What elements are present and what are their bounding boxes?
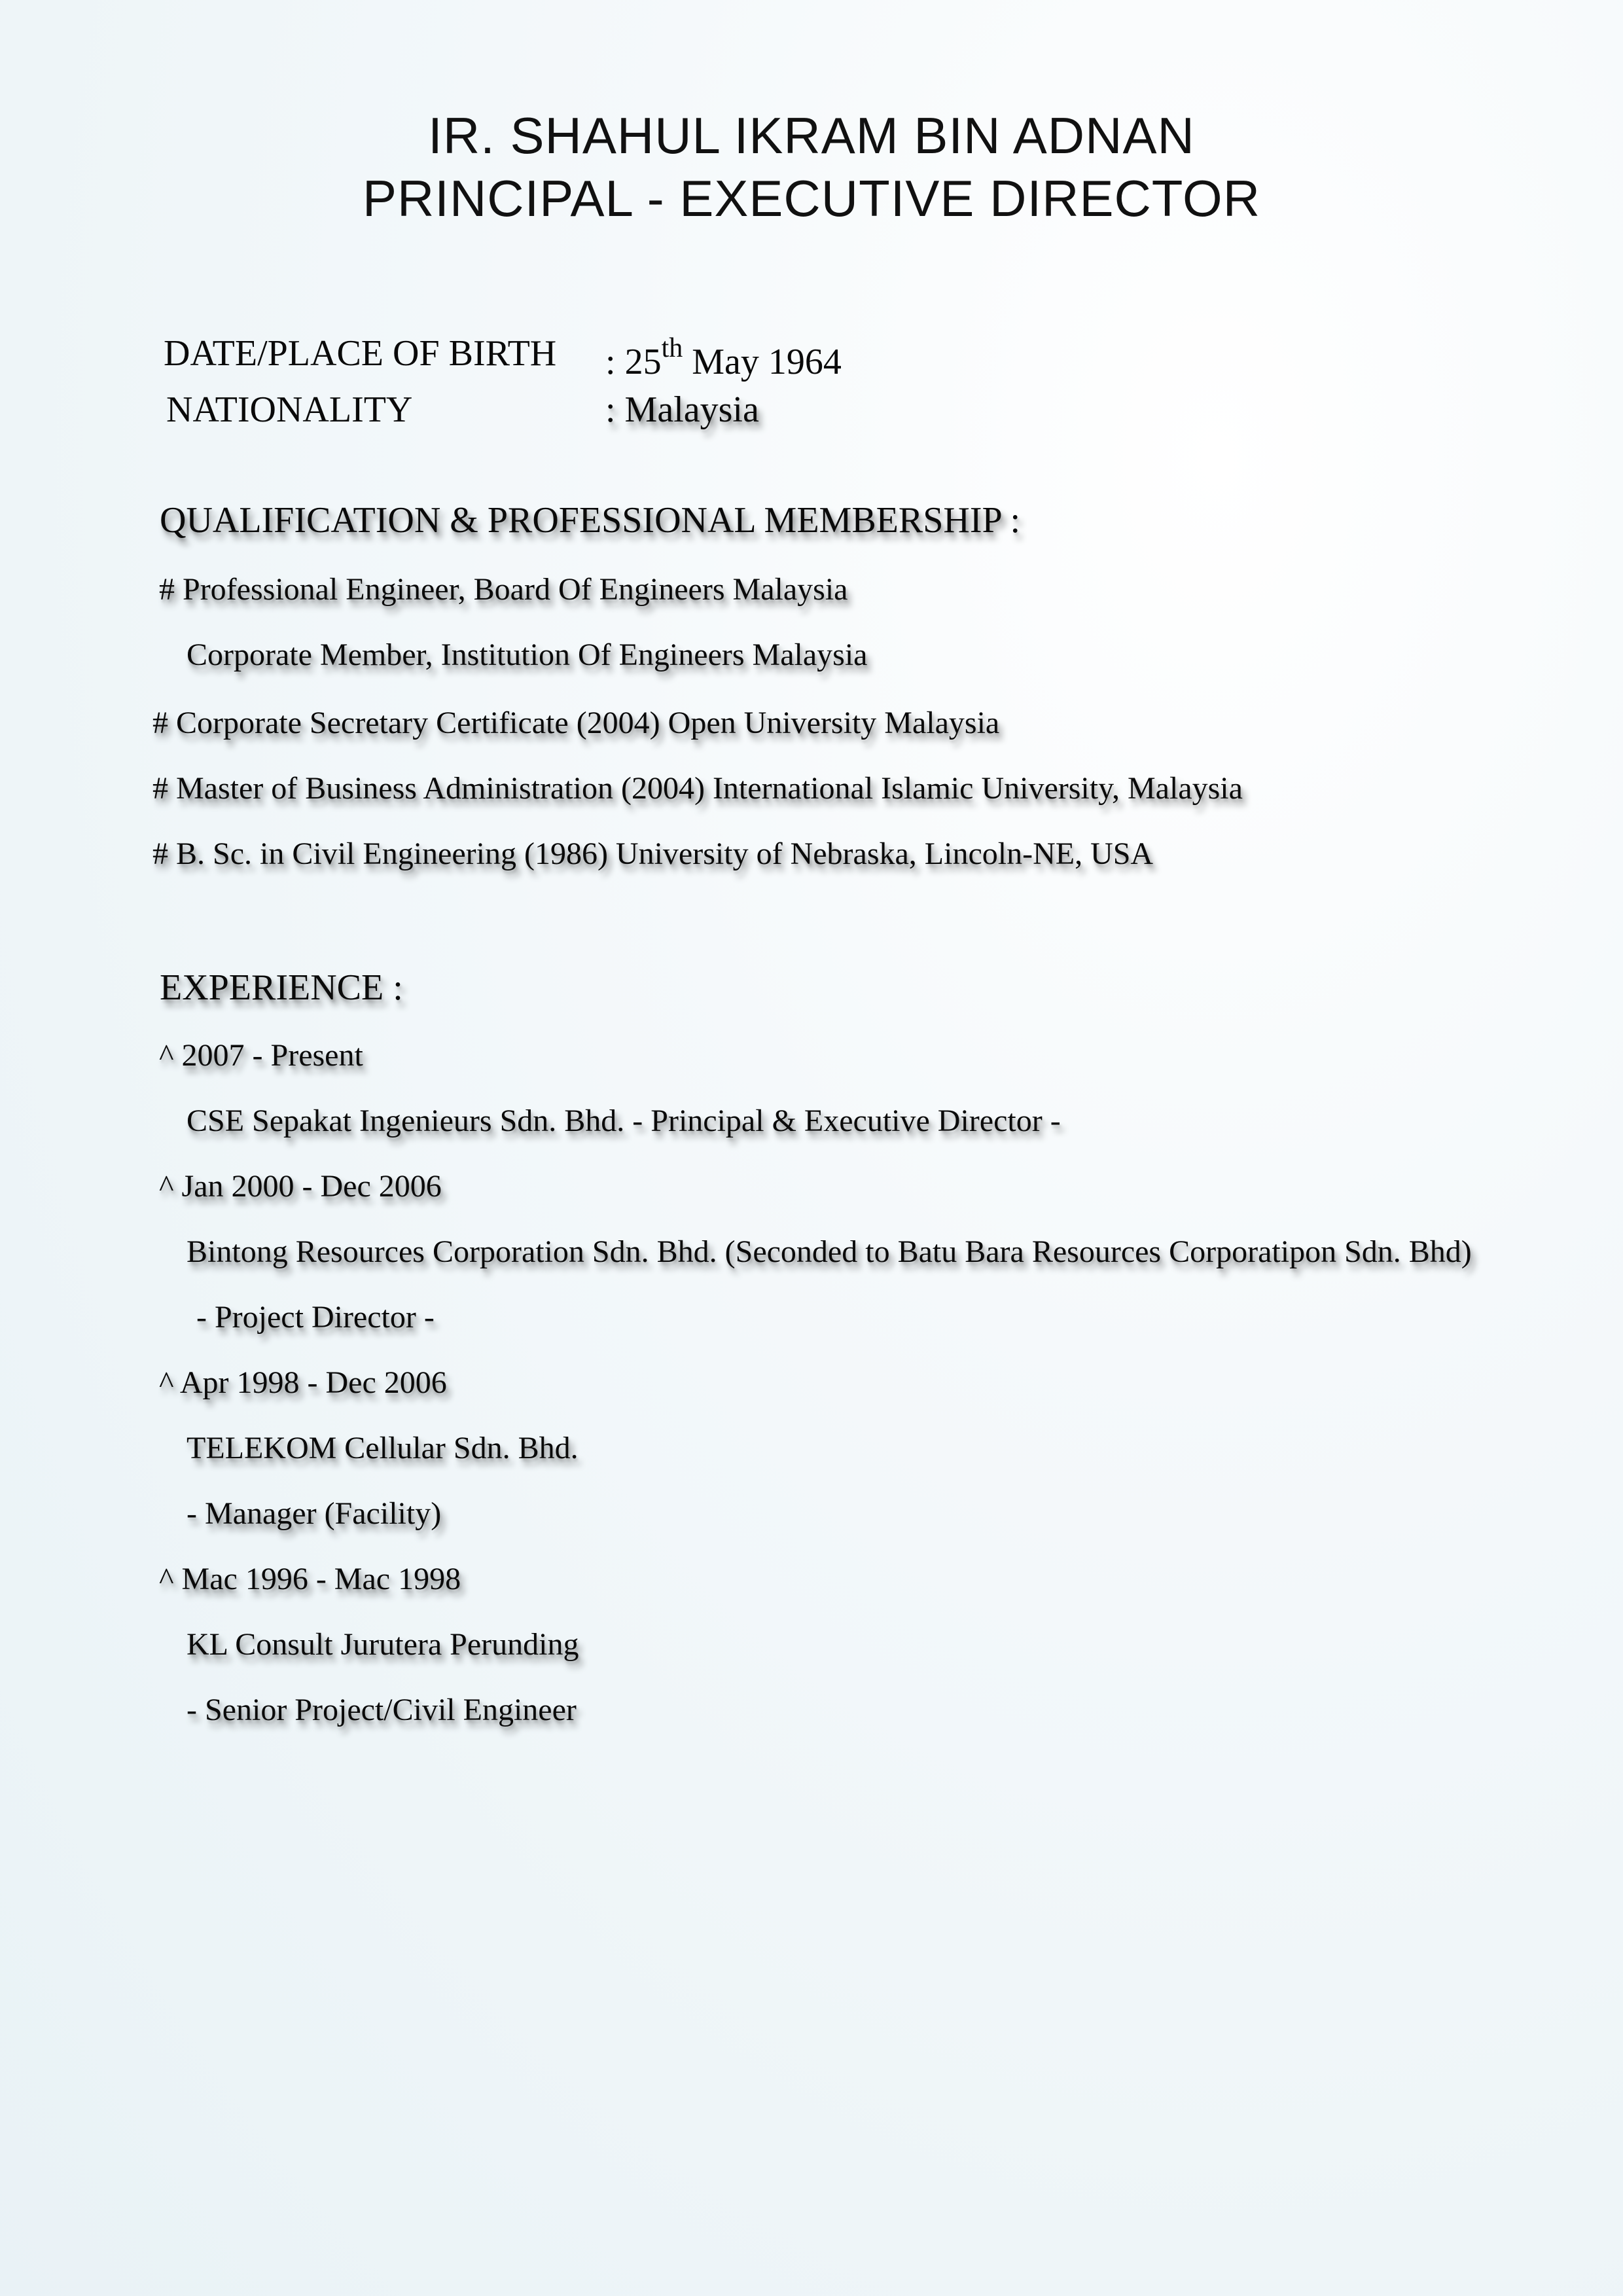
birth-label: DATE/PLACE OF BIRTH bbox=[164, 333, 557, 374]
experience-item: - Manager (Facility) bbox=[187, 1496, 442, 1531]
qualification-item: # Professional Engineer, Board Of Engineers Malaysia bbox=[159, 572, 848, 607]
experience-item: TELEKOM Cellular Sdn. Bhd. bbox=[187, 1431, 579, 1465]
birth-separator: : bbox=[605, 342, 616, 382]
birth-day-suffix: th bbox=[661, 333, 683, 363]
qualification-item: # Corporate Secretary Certificate (2004) Open University Malaysia bbox=[152, 706, 1000, 740]
qualification-heading: QUALIFICATION & PROFESSIONAL MEMBERSHIP : bbox=[160, 500, 1021, 541]
candidate-title: PRINCIPAL - EXECUTIVE DIRECTOR bbox=[362, 170, 1261, 227]
experience-heading: EXPERIENCE : bbox=[160, 967, 403, 1008]
experience-item: KL Consult Jurutera Perunding bbox=[187, 1627, 579, 1662]
experience-item: ^ 2007 - Present bbox=[159, 1038, 363, 1073]
qualification-item: Corporate Member, Institution Of Engineers Malaysia bbox=[187, 637, 868, 672]
experience-item: - Senior Project/Civil Engineer bbox=[187, 1693, 577, 1727]
qualification-item: # B. Sc. in Civil Engineering (1986) University of Nebraska, Lincoln-NE, USA bbox=[152, 836, 1154, 871]
experience-item: ^ Mac 1996 - Mac 1998 bbox=[159, 1562, 461, 1596]
qualification-item: # Master of Business Administration (2004) International Islamic University, Malaysia bbox=[152, 771, 1243, 806]
birth-month-year: May 1964 bbox=[692, 342, 842, 382]
experience-item: ^ Apr 1998 - Dec 2006 bbox=[159, 1365, 447, 1400]
birth-value bbox=[605, 332, 842, 383]
birth-day: 25 bbox=[624, 342, 662, 382]
nationality-value: : Malaysia bbox=[605, 389, 759, 430]
experience-item: CSE Sepakat Ingenieurs Sdn. Bhd. - Principal & Executive Director - bbox=[187, 1103, 1061, 1138]
experience-item: ^ Jan 2000 - Dec 2006 bbox=[159, 1169, 442, 1204]
experience-item: - Project Director - bbox=[196, 1300, 435, 1335]
candidate-name: IR. SHAHUL IKRAM BIN ADNAN bbox=[428, 107, 1195, 164]
nationality-label: NATIONALITY bbox=[166, 389, 413, 430]
experience-item: Bintong Resources Corporation Sdn. Bhd. (Seconded to Batu Bara Resources Corporatipon Sdn. Bhd) bbox=[187, 1234, 1472, 1269]
